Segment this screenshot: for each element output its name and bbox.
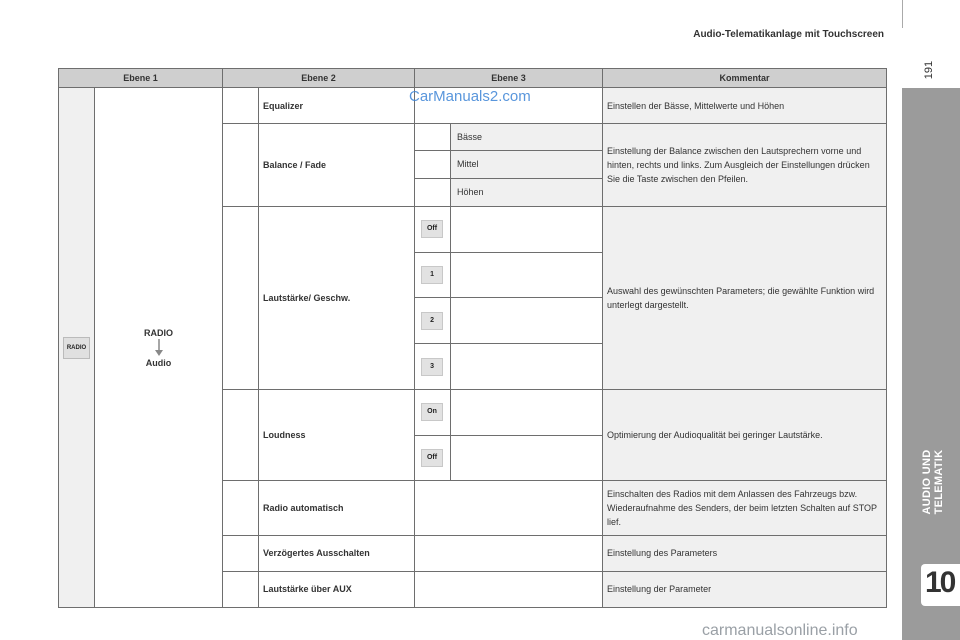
volume-opt-icon-cell — [415, 206, 451, 252]
radio-icon: RADIO — [63, 337, 90, 359]
balance-opt-icon-cell — [415, 151, 451, 178]
balance-label: Balance / Fade — [259, 124, 415, 206]
level1-icon-cell — [59, 88, 95, 608]
on-button-icon: On — [421, 403, 443, 421]
balance-opt-icon-cell — [415, 124, 451, 151]
equalizer-comment: Einstellen der Bässe, Mittelwerte und Höhen — [603, 88, 887, 124]
loudness-opt-text-cell — [451, 435, 603, 480]
header-level3: Ebene 3 — [415, 69, 603, 88]
aux-volume-label: Lautstärke über AUX — [259, 571, 415, 607]
page-number: 191 — [923, 60, 935, 80]
aux-volume-comment: Einstellung der Parameter — [603, 571, 887, 607]
level1-label-audio: Audio — [145, 357, 172, 368]
balance-comment: Einstellung der Balance zwischen den Lautsprechern vorne und hinten, rechts und links. Zum Ausgleich der Einstellungen drücken Sie die Taste zwischen den Pfeilen. — [603, 124, 887, 206]
volume-opt-text-cell — [451, 344, 603, 389]
volume-label: Lautstärke/ Geschw. — [259, 206, 415, 389]
aux-volume-level3-cell — [415, 571, 603, 607]
off-button-icon: Off — [421, 449, 443, 467]
delay-off-level3-cell — [415, 535, 603, 571]
volume-opt-text-cell — [451, 252, 603, 297]
volume-comment: Auswahl des gewünschten Parameters; die gewählte Funktion wird unterlegt dargestellt. — [603, 206, 887, 389]
volume-opt-text-cell — [451, 298, 603, 344]
loudness-icon-cell — [223, 389, 259, 481]
chapter-sidebar — [902, 88, 960, 640]
equalizer-icon-cell — [223, 88, 259, 124]
radio-auto-icon-cell — [223, 481, 259, 535]
balance-option-bass: Bässe — [451, 124, 603, 151]
divider — [902, 0, 903, 28]
arrow-down-icon — [154, 339, 164, 357]
volume-opt-icon-cell — [415, 344, 451, 389]
chapter-title: AUDIO UND TELEMATIK — [921, 449, 945, 515]
equalizer-label: Equalizer — [259, 88, 415, 124]
loudness-comment: Optimierung der Audioqualität bei geringer Lautstärke. — [603, 389, 887, 481]
delay-off-comment: Einstellung des Parameters — [603, 535, 887, 571]
level1-label-cell — [95, 88, 223, 608]
footer-watermark: carmanualsonline.info — [702, 622, 858, 639]
loudness-opt-icon-cell — [415, 435, 451, 480]
loudness-opt-text-cell — [451, 389, 603, 435]
loudness-label: Loudness — [259, 389, 415, 481]
volume-opt-icon-cell — [415, 252, 451, 297]
header-level2: Ebene 2 — [223, 69, 415, 88]
radio-auto-level3-cell — [415, 481, 603, 535]
level-1-button-icon: 1 — [421, 266, 443, 284]
aux-volume-icon-cell — [223, 571, 259, 607]
balance-option-mid: Mittel — [451, 151, 603, 178]
header-comment: Kommentar — [603, 69, 887, 88]
volume-opt-text-cell — [451, 206, 603, 252]
loudness-opt-icon-cell — [415, 389, 451, 435]
settings-table — [58, 68, 887, 608]
level-2-button-icon: 2 — [421, 312, 443, 330]
volume-opt-icon-cell — [415, 298, 451, 344]
balance-icon-cell — [223, 124, 259, 206]
off-button-icon: Off — [421, 220, 443, 238]
radio-auto-label: Radio automatisch — [259, 481, 415, 535]
volume-icon-cell — [223, 206, 259, 389]
level-3-button-icon: 3 — [421, 358, 443, 376]
delay-off-label: Verzögertes Ausschalten — [259, 535, 415, 571]
delay-off-icon-cell — [223, 535, 259, 571]
balance-option-treble: Höhen — [451, 178, 603, 206]
balance-opt-icon-cell — [415, 178, 451, 206]
chapter-number: 10 — [925, 566, 955, 599]
page-header-title: Audio-Telematikanlage mit Touchscreen — [693, 29, 884, 40]
header-level1: Ebene 1 — [59, 69, 223, 88]
radio-auto-comment: Einschalten des Radios mit dem Anlassen des Fahrzeugs bzw. Wiederaufnahme des Senders, der beim letzten Schalten auf STOP lief. — [603, 481, 887, 535]
level1-label-radio: RADIO — [144, 327, 173, 338]
watermark-carmanuals: CarManuals2.com — [409, 88, 531, 105]
